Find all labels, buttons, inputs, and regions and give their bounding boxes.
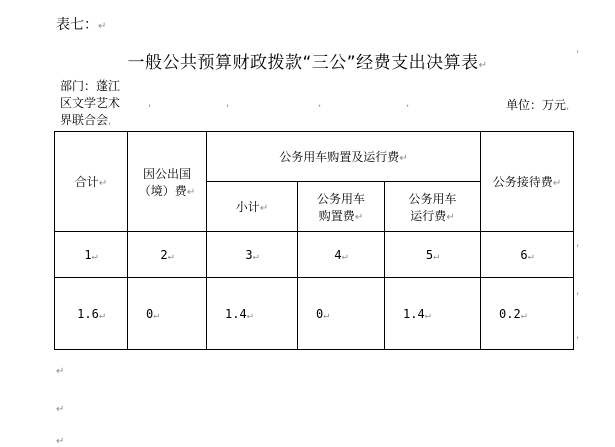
table-row — [55, 232, 574, 278]
table-label: 表七：↵ — [56, 17, 107, 33]
department-label: 部门：蓬江 区文学艺术 界联合会, — [60, 79, 121, 127]
cell-mark: , — [148, 98, 152, 109]
header-reception: 公务接待费↵ — [481, 132, 574, 232]
cell-mark: , — [318, 98, 322, 109]
index-cell: 3↵ — [207, 232, 298, 278]
header-total: 合计↵ — [55, 132, 128, 232]
value-cell: 0↵ — [298, 278, 385, 350]
header-abroad: 因公出国 （境）费↵ — [128, 132, 207, 232]
header-vehicle-operation: 公务用车 运行费↵ — [385, 182, 481, 232]
row-end-mark: , — [576, 330, 580, 341]
cell-mark: , — [226, 98, 230, 109]
expense-table — [54, 131, 574, 350]
header-vehicle-subtotal: 小计↵ — [207, 182, 298, 232]
header-vehicle: 公务用车购置及运行费↵ — [207, 132, 481, 182]
unit-label: 单位：万元, — [506, 98, 570, 112]
index-cell: 1↵ — [55, 232, 128, 278]
value-cell: 1.6↵ — [55, 278, 128, 350]
paragraph-mark: ↵ — [56, 404, 65, 415]
table-row — [55, 278, 574, 350]
header-vehicle-purchase: 公务用车 购置费↵ — [298, 182, 385, 232]
paragraph-mark: ↵ — [56, 366, 65, 377]
paragraph-mark: ↵ — [56, 436, 65, 447]
value-cell: 1.4↵ — [207, 278, 298, 350]
value-cell: 1.4↵ — [385, 278, 481, 350]
index-cell: 6↵ — [481, 232, 574, 278]
row-end-mark: , — [576, 238, 580, 249]
row-end-mark: , — [576, 286, 580, 297]
document-title: 一般公共预算财政拨款“三公”经费支出决算表↵ — [127, 53, 488, 73]
index-cell: 4↵ — [298, 232, 385, 278]
cell-mark: , — [406, 98, 410, 109]
value-cell: 0↵ — [128, 278, 207, 350]
paragraph-mark: , — [576, 44, 580, 55]
index-cell: 5↵ — [385, 232, 481, 278]
value-cell: 0.2↵ — [481, 278, 574, 350]
index-cell: 2↵ — [128, 232, 207, 278]
